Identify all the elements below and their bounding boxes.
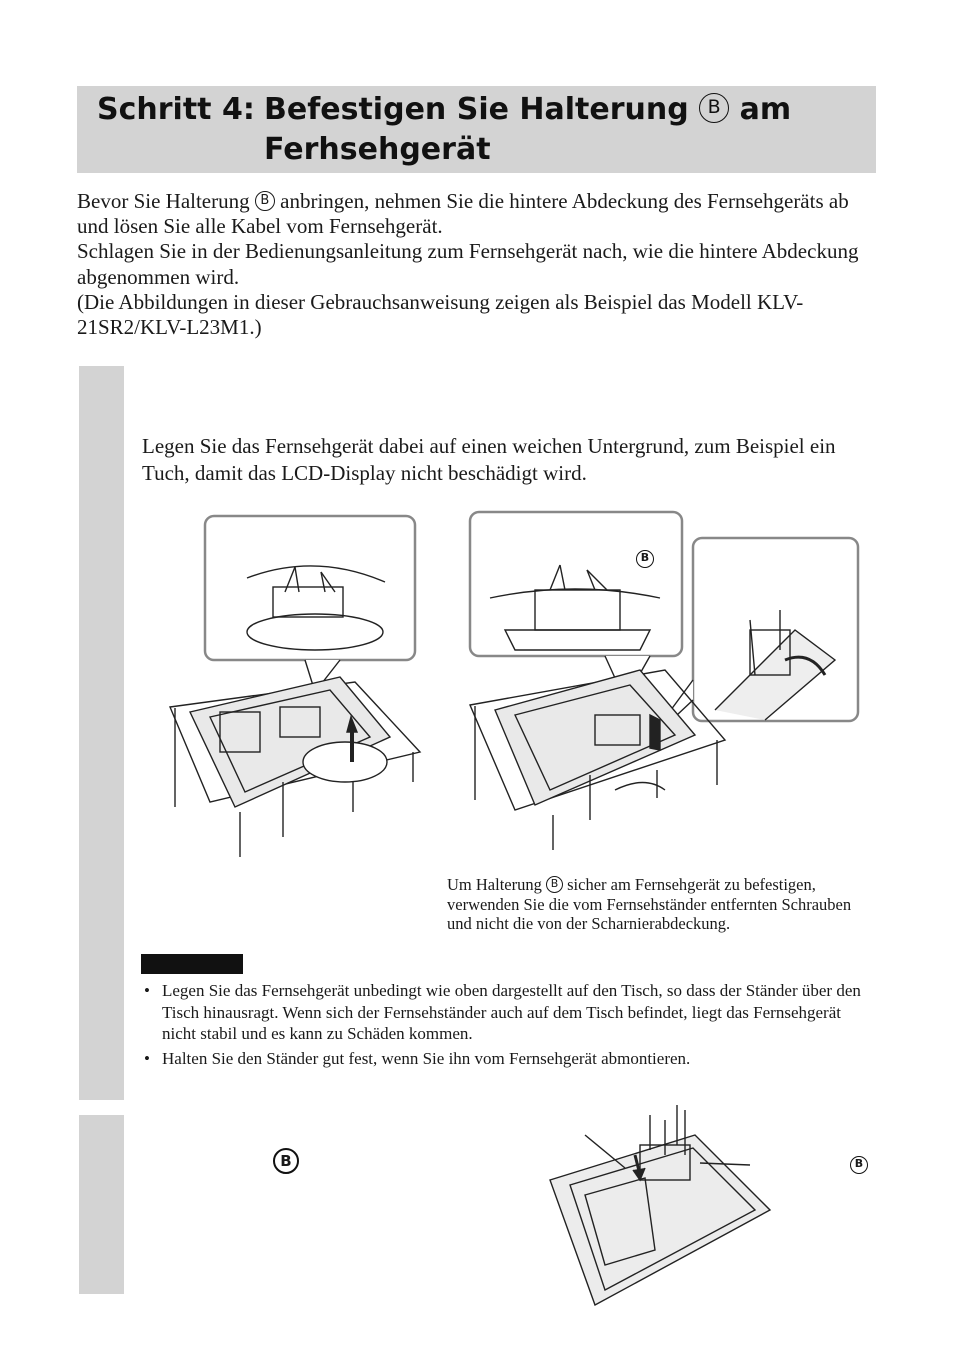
intro-line-3: (Die Abbildungen in dieser Gebrauchsanweisung zeigen als Beispiel das Modell KLV-21SR2/KLV-L23M1.)	[77, 289, 804, 340]
title-text-before: Befestigen Sie Halterung	[264, 92, 689, 127]
step-1-text	[142, 433, 862, 487]
figure-stand-removal	[165, 512, 425, 862]
intro-text	[77, 189, 867, 340]
title-text-after: am Ferhsehgerät	[264, 92, 792, 167]
step-2-sidebar	[79, 1115, 124, 1294]
section-title	[264, 90, 864, 170]
note-after: sicher am Fernsehgerät zu befestigen, verwenden Sie die vom Fernsehständer entfernten Schrauben und nicht die von der Scharnierabdeckung.	[447, 875, 852, 933]
figure-2-mark-b: B	[636, 550, 654, 568]
figure-bracket-attach	[465, 510, 865, 855]
step-number: Schritt 4:	[97, 92, 255, 127]
step-2-mark-b: B	[273, 1148, 299, 1174]
caution-item: • Halten Sie den Ständer gut fest, wenn Sie ihn vom Fernsehgerät abmontieren.	[142, 1048, 862, 1070]
note-mark-b: B	[546, 876, 563, 893]
step-1-instruction: Legen Sie das Fernsehgerät dabei auf einen weichen Untergrund, zum Beispiel ein Tuch, damit das LCD-Display nicht beschädigt wird.	[142, 434, 836, 485]
intro-line-1	[77, 189, 867, 239]
note-label-bar	[141, 954, 243, 974]
note-before: Um Halterung	[447, 875, 542, 894]
step-1-sidebar	[79, 366, 124, 1100]
screw-note	[447, 875, 867, 933]
caution-list	[142, 980, 862, 1072]
intro-mark-b: B	[255, 191, 275, 211]
title-mark-b: B	[699, 93, 729, 123]
section-header	[77, 86, 876, 173]
intro-line-1-before: Bevor Sie Halterung	[77, 189, 250, 213]
intro-line-2: Schlagen Sie in der Bedienungsanleitung zum Fernsehgerät nach, wie die hintere Abdeckung abgenommen wird.	[77, 239, 859, 289]
figure-bracket-screw	[545, 1100, 775, 1310]
intro-line-1-after: anbringen, nehmen Sie die hintere Abdeckung des Fernsehgeräts ab und lösen Sie alle Kabel vom Fernsehgerät.	[77, 189, 849, 239]
caution-item: • Legen Sie das Fernsehgerät unbedingt wie oben dargestellt auf den Tisch, so dass der Ständer über den Tisch hinausragt. Wenn sich der Fernsehständer auch auf dem Tisch befindet, liegt das Fernsehgerät nicht stabil und es kann zu Schäden kommen.	[142, 980, 862, 1045]
figure-3-mark-b: B	[850, 1156, 868, 1174]
